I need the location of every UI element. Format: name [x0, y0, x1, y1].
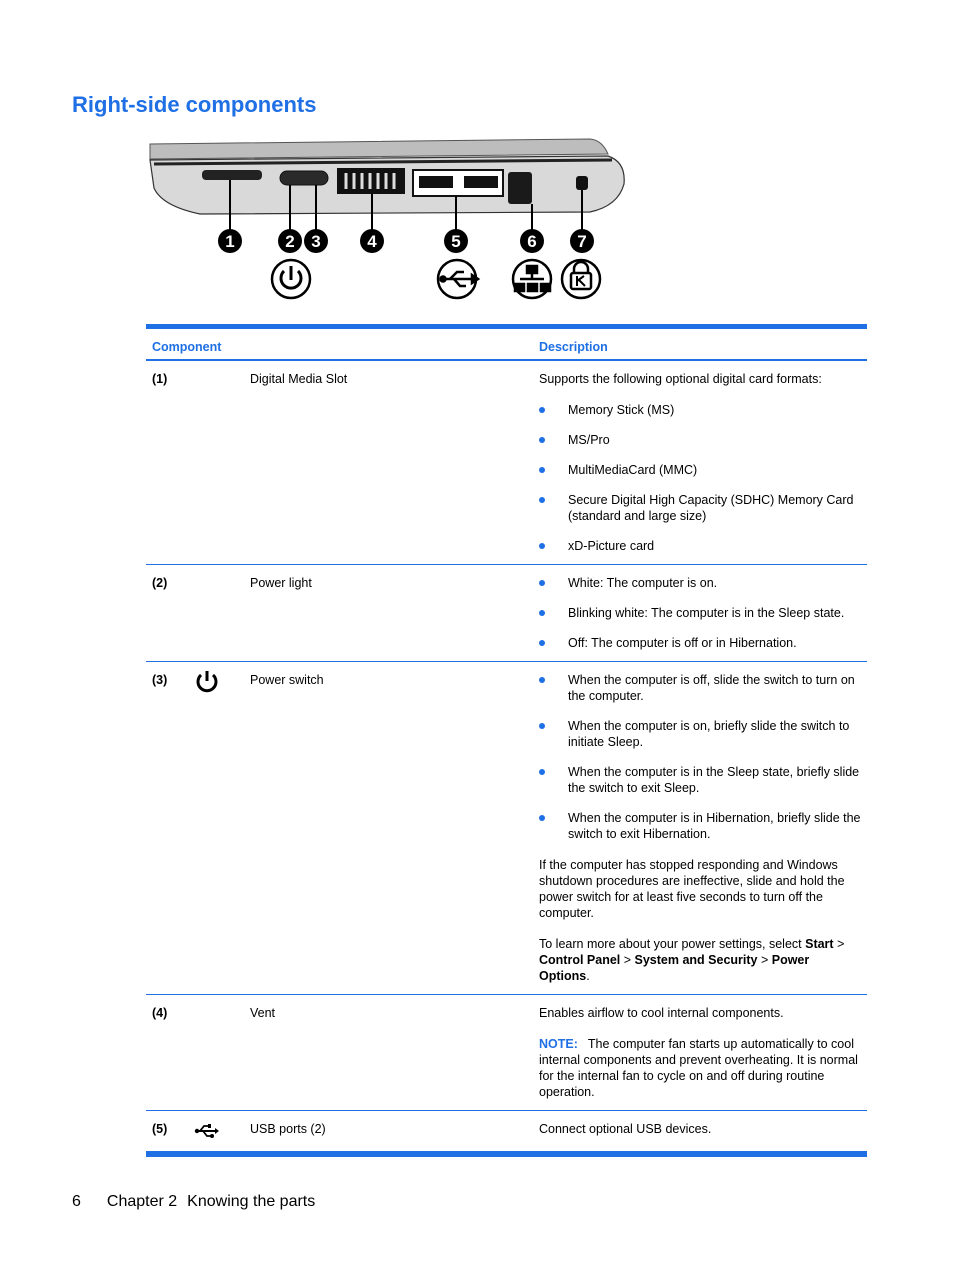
component-name: Digital Media Slot [250, 372, 348, 386]
description-paragraph: To learn more about your power settings, select Start > Control Panel > System and Security > Power Options. [539, 937, 845, 983]
row-number: (3) [152, 673, 168, 687]
callout-3: 3 [311, 232, 321, 251]
table-row [146, 565, 867, 662]
description-intro: Supports the following optional digital card formats: [539, 372, 822, 386]
bullet-item: Off: The computer is off or in Hibernation. [539, 635, 861, 651]
callout-2: 2 [285, 232, 295, 251]
row-number: (4) [152, 1006, 168, 1020]
header-description: Description [539, 340, 608, 354]
page-footer [72, 1193, 315, 1211]
components-table [146, 324, 867, 1157]
bullet-item: When the computer is in Hibernation, briefly slide the switch to exit Hibernation. [539, 810, 861, 842]
bullet-item: When the computer is on, briefly slide the switch to initiate Sleep. [539, 718, 861, 750]
table-row [146, 662, 867, 995]
usb-icon [194, 1123, 220, 1143]
bullet-item: When the computer is off, slide the switch to turn on the computer. [539, 672, 861, 704]
laptop-right-side-figure [140, 132, 640, 307]
description-intro: Connect optional USB devices. [539, 1122, 712, 1136]
network-icon [513, 260, 551, 298]
security-slot [576, 176, 588, 190]
table-row [146, 1111, 867, 1152]
component-name: Power switch [250, 673, 324, 687]
callout-7: 7 [577, 232, 587, 251]
page-title: Right-side components [72, 92, 317, 117]
bullet-item: Memory Stick (MS) [539, 402, 861, 418]
callout-4: 4 [367, 232, 377, 251]
bullet-item: White: The computer is on. [539, 575, 861, 591]
table-header [146, 329, 867, 361]
callout-1: 1 [225, 232, 235, 251]
header-component: Component [152, 340, 222, 354]
power-icon [272, 260, 310, 298]
bullet-item: MS/Pro [539, 432, 861, 448]
table-row [146, 995, 867, 1111]
callout-6: 6 [527, 232, 537, 251]
component-name: USB ports (2) [250, 1122, 326, 1136]
chapter-label: Chapter 2 [106, 1193, 178, 1210]
note: NOTE: The computer fan starts up automatically to cool internal components and prevent overheating. It is normal for the internal fan to cycle on and off during routine operation. [539, 1037, 858, 1099]
component-name: Vent [250, 1006, 276, 1020]
chapter-title: Knowing the parts [187, 1193, 316, 1210]
bullet-item: Blinking white: The computer is in the Sleep state. [539, 605, 861, 621]
description-paragraph: If the computer has stopped responding and Windows shutdown procedures are ineffective, slide and hold the power switch for at least five seconds to turn off the computer. [539, 858, 845, 920]
component-name: Power light [250, 576, 312, 590]
page-number: 6 [72, 1193, 81, 1210]
bullet-item: Secure Digital High Capacity (SDHC) Memory Card (standard and large size) [539, 492, 861, 524]
row-number: (5) [152, 1122, 168, 1136]
network-jack [508, 172, 532, 204]
component-description [539, 662, 867, 994]
callout-5: 5 [451, 232, 461, 251]
bullet-item: xD-Picture card [539, 538, 861, 554]
security-lock-icon [562, 260, 600, 298]
component-description [539, 565, 867, 661]
component-description [539, 361, 867, 564]
component-description [539, 995, 867, 1110]
bullet-item: When the computer is in the Sleep state, briefly slide the switch to exit Sleep. [539, 764, 861, 796]
description-intro: Enables airflow to cool internal components. [539, 1006, 784, 1020]
table-bottom-rule [146, 1152, 867, 1157]
row-number: (2) [152, 576, 168, 590]
bullet-item: MultiMediaCard (MMC) [539, 462, 861, 478]
power-switch [280, 171, 328, 185]
table-row [146, 361, 867, 565]
media-slot [202, 170, 262, 180]
component-description [539, 1111, 867, 1147]
power-icon [194, 668, 220, 698]
note-label: NOTE: [539, 1037, 578, 1051]
usb-icon [438, 260, 478, 298]
row-number: (1) [152, 372, 168, 386]
